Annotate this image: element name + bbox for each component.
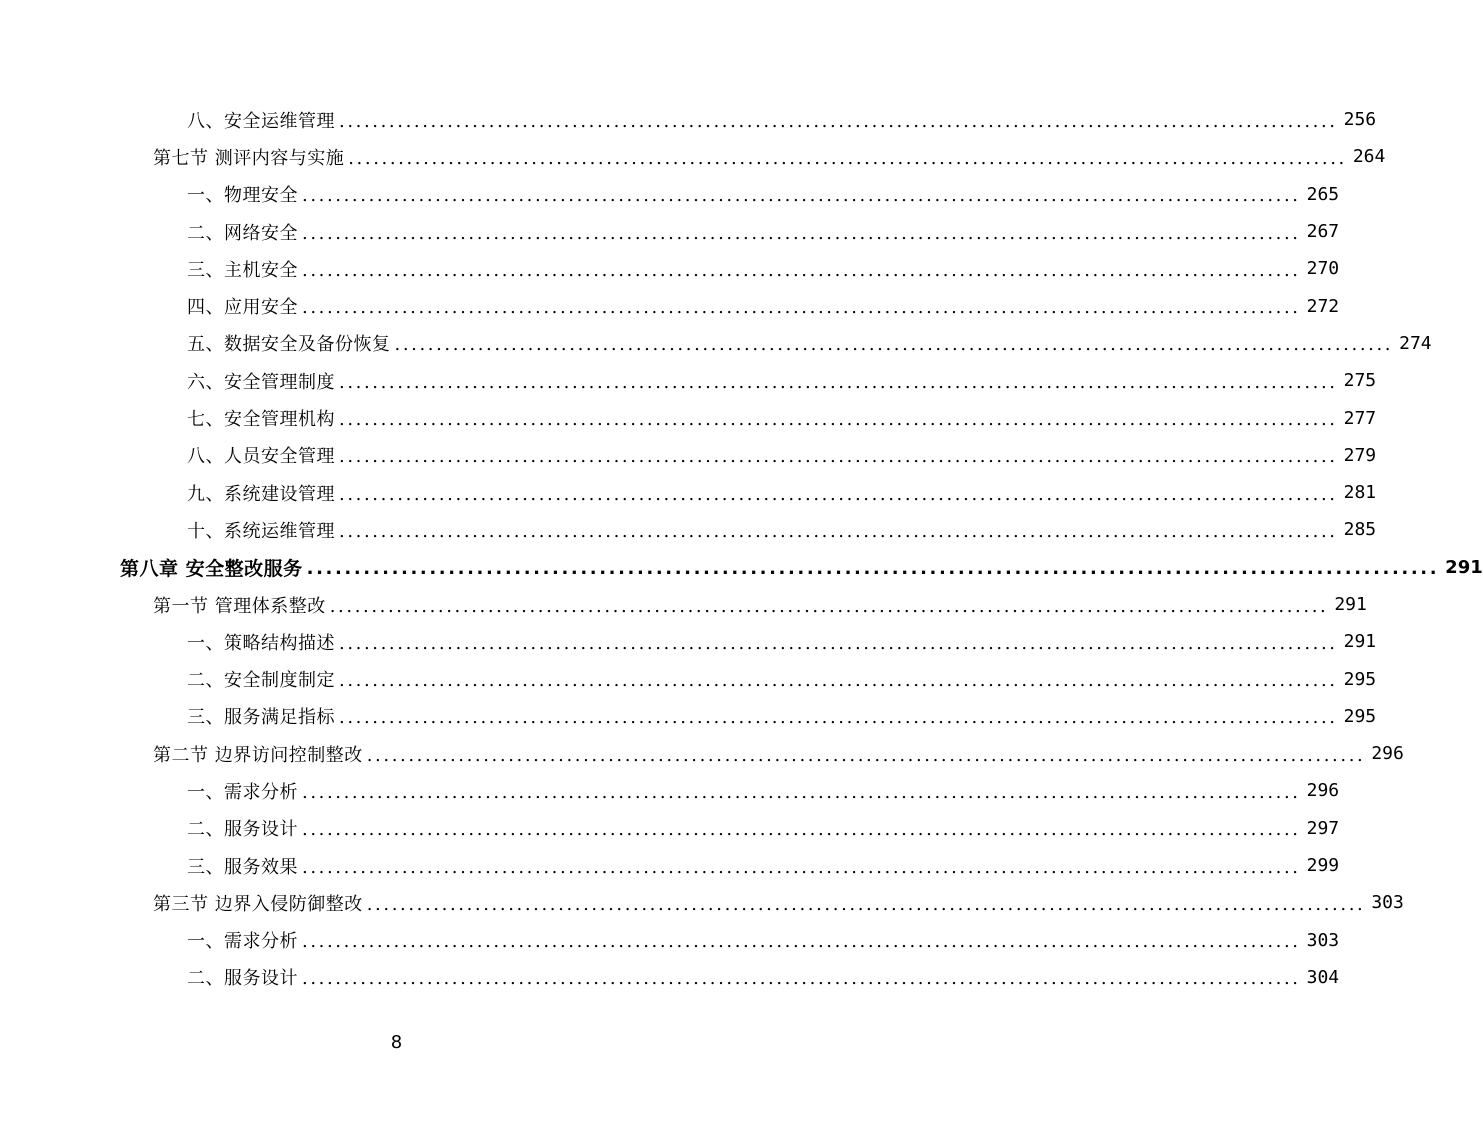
toc-entry-title: 一、物理安全 bbox=[187, 185, 298, 207]
toc-dot-leader: ........................................................................................................................ bbox=[339, 520, 1338, 542]
toc-entry-page: 291 bbox=[1343, 631, 1377, 653]
toc-dot-leader: ........................................................................................................................ bbox=[339, 707, 1338, 729]
toc-entry-page: 291 bbox=[1445, 556, 1483, 578]
toc-dot-leader: ........................................................................................................................ bbox=[302, 968, 1301, 990]
toc-entry-title: 八、人员安全管理 bbox=[187, 446, 335, 468]
toc-dot-leader: ........................................................................................................................ bbox=[329, 595, 1329, 617]
toc-entry-page: 275 bbox=[1343, 370, 1377, 392]
toc-entry-item[interactable] bbox=[0, 101, 1377, 138]
toc-dot-leader: ........................................................................................................................ bbox=[302, 781, 1301, 803]
toc-entry-page: 299 bbox=[1306, 855, 1340, 877]
toc-entry-page: 285 bbox=[1343, 519, 1377, 541]
toc-entry-title: 第一节 管理体系整改 bbox=[153, 595, 326, 617]
toc-entry-title: 五、数据安全及备份恢复 bbox=[187, 334, 391, 356]
toc-entry-item[interactable] bbox=[0, 287, 1340, 324]
toc-entry-section[interactable] bbox=[0, 884, 1404, 921]
toc-dot-leader: ........................................................................................................................ bbox=[302, 222, 1301, 244]
toc-entry-page: 270 bbox=[1306, 258, 1340, 280]
toc-entry-title: 一、需求分析 bbox=[187, 781, 298, 803]
toc-entry-item[interactable] bbox=[0, 922, 1340, 959]
toc-entry-title: 二、服务设计 bbox=[187, 968, 298, 990]
toc-entry-page: 256 bbox=[1343, 109, 1377, 131]
toc-entry-title: 第八章 安全整改服务 bbox=[120, 557, 303, 580]
toc-dot-leader: ........................................................................................................................ bbox=[339, 409, 1338, 431]
toc-entry-page: 277 bbox=[1343, 407, 1377, 429]
toc-entry-page: 297 bbox=[1306, 817, 1340, 839]
toc-dot-leader: ........................................................................................................................ bbox=[339, 670, 1338, 692]
toc-entry-item[interactable] bbox=[0, 213, 1340, 250]
toc-entry-page: 295 bbox=[1343, 668, 1377, 690]
toc-entry-page: 291 bbox=[1334, 594, 1367, 615]
toc-dot-leader: ........................................................................................................................ bbox=[366, 893, 1366, 915]
toc-dot-leader: ........................................................................................................................ bbox=[339, 371, 1338, 393]
toc-entry-item[interactable] bbox=[0, 399, 1377, 436]
toc-entry-page: 296 bbox=[1371, 743, 1404, 765]
toc-entry-section[interactable] bbox=[0, 735, 1404, 772]
toc-entry-chapter[interactable] bbox=[0, 549, 1483, 586]
toc-entry-title: 第二节 边界访问控制整改 bbox=[153, 744, 363, 766]
toc-entry-item[interactable] bbox=[0, 810, 1340, 847]
toc-entry-title: 二、服务设计 bbox=[187, 819, 298, 841]
toc-dot-leader: ........................................................................................................................ bbox=[339, 446, 1338, 468]
toc-entry-title: 八、安全运维管理 bbox=[187, 110, 335, 132]
toc-entry-title: 二、网络安全 bbox=[187, 222, 298, 244]
toc-entry-page: 295 bbox=[1343, 705, 1377, 727]
toc-entry-title: 六、安全管理制度 bbox=[187, 371, 335, 393]
table-of-contents bbox=[0, 101, 1483, 996]
toc-entry-item[interactable] bbox=[0, 511, 1377, 548]
toc-entry-page: 303 bbox=[1306, 929, 1340, 951]
toc-dot-leader: ........................................................................................................................ bbox=[348, 147, 1347, 169]
toc-entry-title: 十、系统运维管理 bbox=[187, 520, 335, 542]
toc-entry-title: 第七节 测评内容与实施 bbox=[153, 147, 345, 169]
toc-entry-title: 第三节 边界入侵防御整改 bbox=[153, 893, 363, 915]
toc-entry-page: 296 bbox=[1306, 780, 1340, 802]
toc-dot-leader: ........................................................................................................................ bbox=[302, 185, 1301, 207]
toc-dot-leader: ........................................................................................................................ bbox=[302, 856, 1301, 878]
toc-dot-leader: ........................................................................................................................ bbox=[302, 931, 1301, 953]
toc-dot-leader: ........................................................................................................................ bbox=[306, 558, 1440, 580]
toc-entry-item[interactable] bbox=[0, 623, 1377, 660]
toc-entry-title: 一、策略结构描述 bbox=[187, 632, 335, 654]
toc-entry-section[interactable] bbox=[0, 586, 1367, 623]
toc-dot-leader: ........................................................................................................................ bbox=[366, 744, 1366, 766]
toc-dot-leader: ........................................................................................................................ bbox=[339, 483, 1338, 505]
toc-dot-leader: ........................................................................................................................ bbox=[302, 259, 1301, 281]
toc-entry-section[interactable] bbox=[0, 138, 1386, 175]
toc-dot-leader: ........................................................................................................................ bbox=[302, 819, 1301, 841]
toc-entry-page: 279 bbox=[1343, 444, 1377, 466]
toc-dot-leader: ........................................................................................................................ bbox=[339, 110, 1338, 132]
toc-entry-title: 一、需求分析 bbox=[187, 931, 298, 953]
toc-entry-item[interactable] bbox=[0, 660, 1377, 697]
toc-entry-item[interactable] bbox=[0, 250, 1340, 287]
toc-entry-item[interactable] bbox=[0, 959, 1340, 996]
toc-entry-title: 四、应用安全 bbox=[187, 297, 298, 319]
toc-entry-item[interactable] bbox=[0, 847, 1340, 884]
toc-entry-title: 三、服务满足指标 bbox=[187, 707, 335, 729]
toc-entry-item[interactable] bbox=[0, 437, 1377, 474]
toc-entry-item[interactable] bbox=[0, 474, 1377, 511]
toc-dot-leader: ........................................................................................................................ bbox=[394, 334, 1394, 356]
page-number: 8 bbox=[390, 1032, 403, 1053]
toc-entry-page: 265 bbox=[1306, 183, 1340, 205]
toc-entry-page: 272 bbox=[1306, 295, 1340, 317]
toc-entry-title: 三、服务效果 bbox=[187, 856, 298, 878]
toc-entry-item[interactable] bbox=[0, 698, 1377, 735]
toc-entry-page: 304 bbox=[1306, 966, 1340, 988]
toc-entry-page: 264 bbox=[1352, 146, 1386, 168]
toc-entry-title: 三、主机安全 bbox=[187, 259, 298, 281]
toc-entry-page: 281 bbox=[1343, 482, 1377, 504]
toc-entry-item[interactable] bbox=[0, 325, 1432, 362]
toc-entry-page: 267 bbox=[1306, 221, 1340, 243]
toc-dot-leader: ........................................................................................................................ bbox=[339, 632, 1338, 654]
toc-entry-title: 九、系统建设管理 bbox=[187, 483, 335, 505]
toc-entry-page: 303 bbox=[1371, 892, 1404, 914]
toc-entry-item[interactable] bbox=[0, 772, 1340, 809]
toc-entry-page: 274 bbox=[1399, 332, 1432, 354]
toc-entry-item[interactable] bbox=[0, 176, 1340, 213]
toc-entry-title: 七、安全管理机构 bbox=[187, 409, 335, 431]
toc-dot-leader: ........................................................................................................................ bbox=[302, 297, 1301, 319]
toc-entry-title: 二、安全制度制定 bbox=[187, 670, 335, 692]
toc-entry-item[interactable] bbox=[0, 362, 1377, 399]
